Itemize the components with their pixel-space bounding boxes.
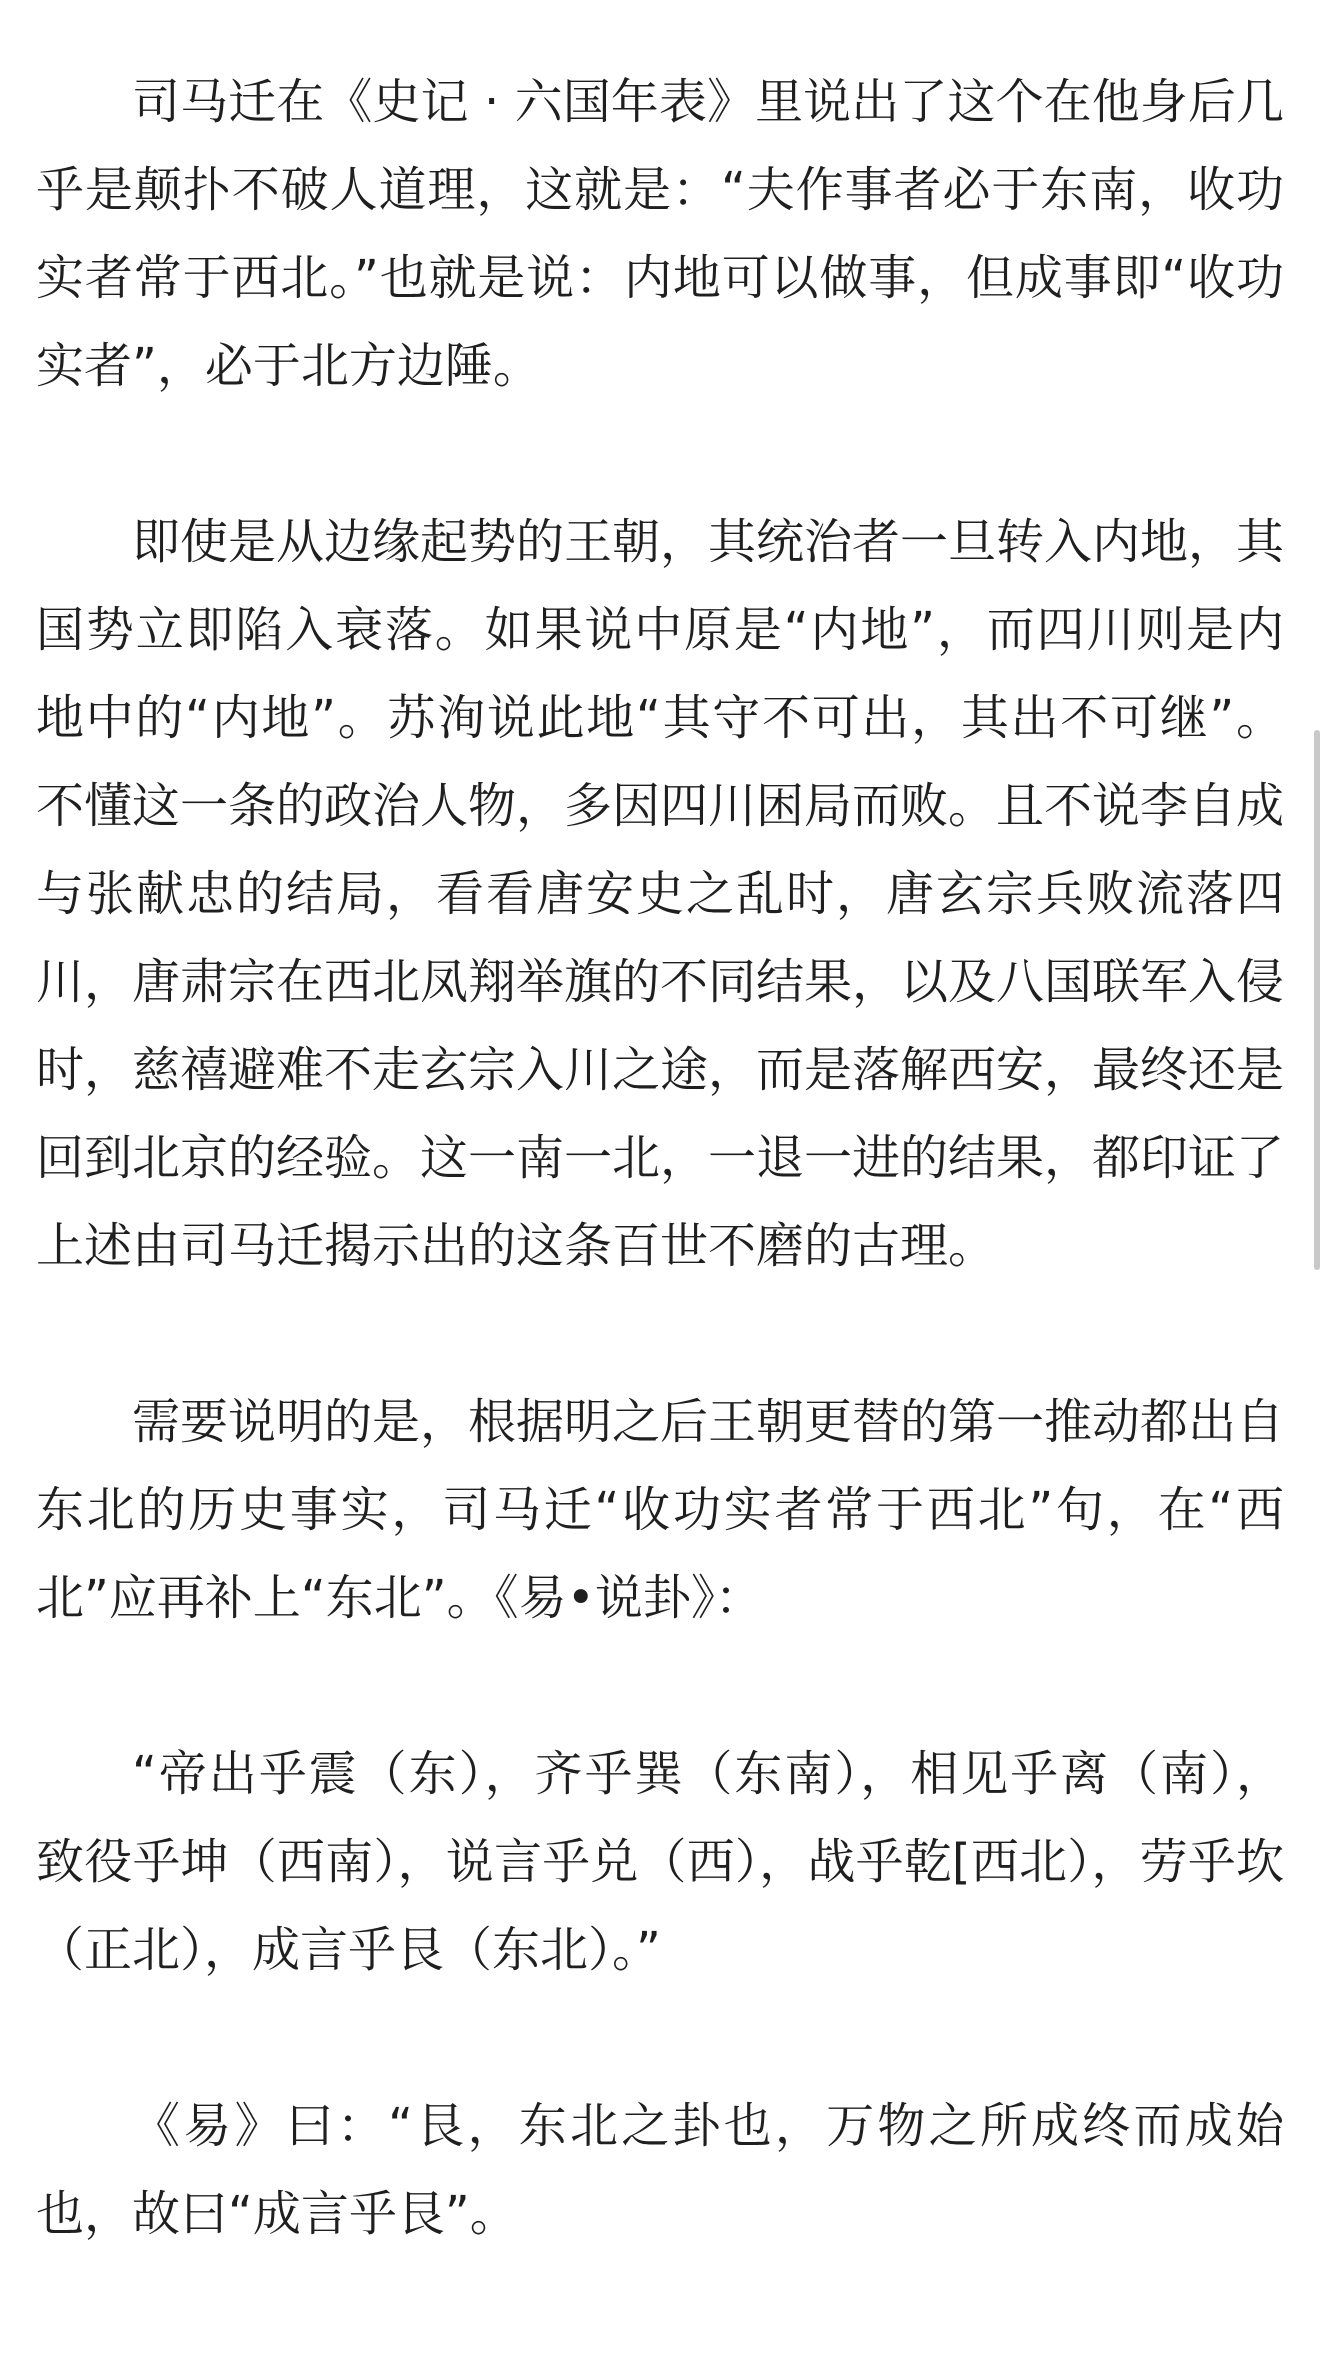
paragraph-4-quote: “帝出乎震（东），齐乎巽（东南），相见乎离（南），致役乎坤（西南），说言乎兑（西），战乎乾[西北），劳乎坎（正北），成言乎艮（东北）。” bbox=[36, 1746, 1284, 1978]
paragraph-2: 即使是从边缘起势的王朝，其统治者一旦转入内地，其国势立即陷入衰落。如果说中原是“内地”，而四川则是内地中的“内地”。苏洵说此地“其守不可出，其出不可继”。不懂这一条的政治人物，多因四川困局而败。且不说李自成与张献忠的结局，看看唐安史之乱时，唐玄宗兵败流落四川，唐肃宗在西北凤翔举旗的不同结果，以及八国联军入侵时，慈禧避难不走玄宗入川之途，而是落解西安，最终还是回到北京的经验。这一南一北，一退一进的结果，都印证了上述由司马迁揭示出的这条百世不磨的古理。 bbox=[36, 514, 1285, 1274]
paragraph-1: 司马迁在《史记 · 六国年表》里说出了这个在他身后几乎是颠扑不破人道理，这就是：“夫作事者必于东南，收功实者常于西北。”也就是说：内地可以做事，但成事即“收功实者”，必于北方边陲。 bbox=[36, 74, 1284, 394]
paragraph-3: 需要说明的是，根据明之后王朝更替的第一推动都出自东北的历史事实，司马迁“收功实者常于西北”句，在“西北”应再补上“东北”。《易•说卦》： bbox=[36, 1394, 1285, 1626]
vertical-scrollbar[interactable] bbox=[1314, 730, 1320, 1270]
paragraph-5: 《易》曰：“艮，东北之卦也，万物之所成终而成始也，故曰“成言乎艮”。 bbox=[36, 2098, 1284, 2242]
